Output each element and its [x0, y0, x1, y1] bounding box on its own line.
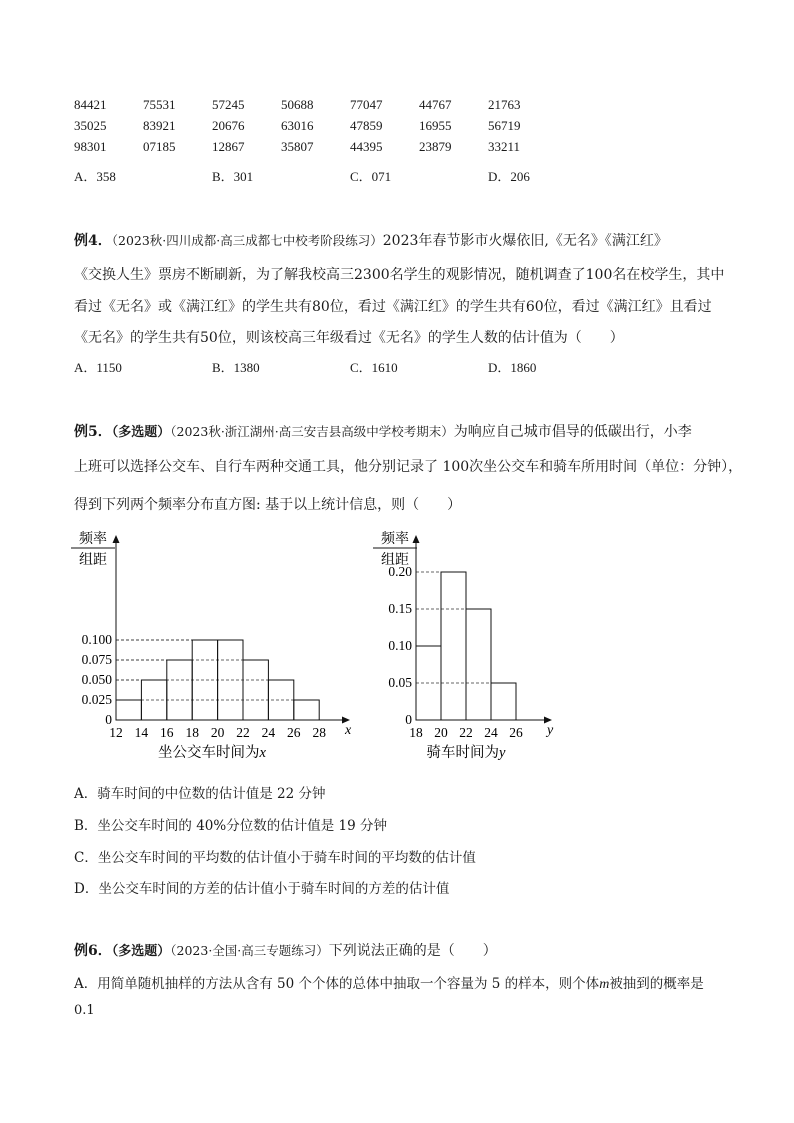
option-b: B．301 — [212, 169, 254, 184]
option-b: B．1380 — [212, 360, 260, 375]
option-a: A．1150 — [74, 360, 122, 375]
y-tick-label: 0.10 — [388, 638, 412, 653]
option-a: A．358 — [74, 169, 116, 184]
q6-label: 例6． — [74, 943, 112, 959]
x-tick-label: 26 — [287, 725, 301, 740]
x-tick-label: 22 — [459, 725, 473, 740]
q4-line4: 《无名》的学生共有50位，则该校高三年级看过《无名》的学生人数的估计值为（ ） — [74, 330, 624, 346]
x-tick-label: 24 — [484, 725, 498, 740]
q6-tag: （多选题） — [111, 944, 171, 959]
q5-line2: 上班可以选择公交车、自行车两种交通工具，他分别记录了 100次坐公交车和骑车所用时间（单位：分钟）， — [74, 459, 743, 475]
q4-text1: 2023年春节影市火爆依旧,《无名》《满江红》 — [382, 233, 668, 249]
table-cell: 20676 — [212, 118, 245, 133]
x-axis-variable: x — [345, 723, 352, 738]
q4-line1 — [74, 230, 668, 250]
q5-line3: 得到下列两个频率分布直方图: 基于以上统计信息，则（ ） — [74, 497, 462, 513]
q5-option-a: A．骑车时间的中位数的估计值是 22 分钟 — [74, 786, 326, 802]
q4-line3: 看过《无名》或《满江红》的学生共有80位，看过《满江红》的学生共有60位，看过《满江红》且看过 — [74, 299, 712, 315]
y-label-numerator: 频率 — [381, 532, 409, 547]
y-label-denominator: 组距 — [79, 553, 107, 568]
table-cell: 12867 — [212, 139, 245, 154]
table-cell: 56719 — [488, 118, 521, 133]
x-tick-label: 28 — [312, 725, 326, 740]
q6-option-a — [74, 972, 704, 993]
q5-option-c: C．坐公交车时间的平均数的估计值小于骑车时间的平均数的估计值 — [74, 850, 476, 866]
random-table-row — [74, 97, 557, 113]
y-label-denominator: 组距 — [381, 553, 409, 568]
histogram-bar — [294, 700, 319, 720]
q5-line1 — [74, 421, 692, 441]
x-tick-label: 12 — [109, 725, 123, 740]
table-cell: 63016 — [281, 118, 314, 133]
table-cell: 57245 — [212, 97, 245, 112]
y-tick-label: 0.15 — [388, 601, 412, 616]
x-tick-label: 20 — [434, 725, 448, 740]
q6-option-a-text2: 被抽到的概率是 — [609, 976, 704, 992]
q6-text1: 下列说法正确的是（ ） — [328, 943, 497, 959]
y-tick-label: 0.100 — [81, 632, 112, 647]
option-d: D．206 — [488, 169, 530, 184]
q5-label: 例5． — [74, 424, 112, 440]
histogram-bar — [116, 700, 141, 720]
chart-title: 骑车时间为y — [426, 745, 506, 761]
x-axis-variable: y — [547, 723, 554, 738]
q6-source: （2023·全国·高三专题练习） — [170, 943, 329, 958]
y-tick-label: 0 — [405, 712, 412, 727]
x-tick-label: 24 — [261, 725, 276, 740]
table-cell: 07185 — [143, 139, 176, 154]
q4-source: （2023秋·四川成都·高三成都七中校考阶段练习） — [111, 233, 383, 248]
q4-line2: 《交换人生》票房不断刷新，为了解我校高三2300名学生的观影情况，随机调查了100名在校学生，其中 — [74, 267, 725, 283]
q5-tag: （多选题） — [111, 425, 171, 440]
y-axis-arrow — [413, 535, 420, 543]
table-cell: 47859 — [350, 118, 383, 133]
option-c: C．1610 — [350, 360, 398, 375]
table-cell: 75531 — [143, 97, 176, 112]
q3-options — [74, 166, 626, 185]
q6-var-m: m — [599, 977, 610, 992]
q6-option-a-text: A．用简单随机抽样的方法从含有 50 个个体的总体中抽取一个容量为 5 的样本，则个体 — [74, 976, 600, 992]
x-tick-label: 20 — [210, 725, 225, 740]
x-tick-label: 22 — [236, 725, 250, 740]
histogram-bar — [441, 572, 466, 720]
y-tick-label: 0.05 — [388, 675, 412, 690]
histogram-bar — [491, 683, 516, 720]
table-cell: 84421 — [74, 97, 107, 112]
table-cell: 23879 — [419, 139, 452, 154]
table-cell: 44767 — [419, 97, 452, 112]
x-tick-label: 18 — [409, 725, 423, 740]
x-tick-label: 14 — [134, 725, 149, 740]
x-tick-label: 16 — [160, 725, 174, 740]
table-cell: 33211 — [488, 139, 521, 154]
y-label-numerator: 频率 — [79, 532, 107, 547]
x-tick-label: 18 — [185, 725, 199, 740]
y-axis-arrow — [113, 535, 120, 543]
q5-source: （2023秋·浙江湖州·高三安吉县高级中学校考期末） — [170, 424, 454, 439]
q6-option-a-cont: 0.1 — [74, 1003, 95, 1018]
y-tick-label: 0.20 — [388, 564, 412, 579]
table-cell: 77047 — [350, 97, 383, 112]
histogram-bar — [243, 660, 268, 720]
y-tick-label: 0.075 — [81, 652, 112, 667]
y-tick-label: 0.025 — [81, 692, 112, 707]
q4-label: 例4． — [74, 233, 112, 249]
histogram-bike — [370, 522, 570, 772]
y-tick-label: 0.050 — [81, 672, 112, 687]
table-cell: 44395 — [350, 139, 383, 154]
histogram-bar — [167, 660, 192, 720]
y-tick-label: 0 — [105, 712, 112, 727]
q5-option-b: B．坐公交车时间的 40%分位数的估计值是 19 分钟 — [74, 818, 387, 834]
table-cell: 35025 — [74, 118, 107, 133]
table-cell: 83921 — [143, 118, 176, 133]
table-cell: 16955 — [419, 118, 452, 133]
q6-line1 — [74, 940, 497, 960]
chart-title: 坐公交车时间为x — [158, 745, 266, 761]
option-c: C．071 — [350, 169, 392, 184]
random-table-row — [74, 118, 557, 134]
option-d: D．1860 — [488, 360, 537, 375]
table-cell: 98301 — [74, 139, 107, 154]
histogram-bar — [466, 609, 491, 720]
q4-options — [74, 357, 626, 376]
table-cell: 21763 — [488, 97, 521, 112]
q5-option-d: D．坐公交车时间的方差的估计值小于骑车时间的方差的估计值 — [74, 881, 450, 897]
table-cell: 50688 — [281, 97, 314, 112]
table-cell: 35807 — [281, 139, 314, 154]
q5-text1: 为响应自己城市倡导的低碳出行，小李 — [453, 424, 692, 440]
x-tick-label: 26 — [509, 725, 523, 740]
histogram-bus — [60, 522, 370, 772]
random-table-row — [74, 139, 557, 155]
